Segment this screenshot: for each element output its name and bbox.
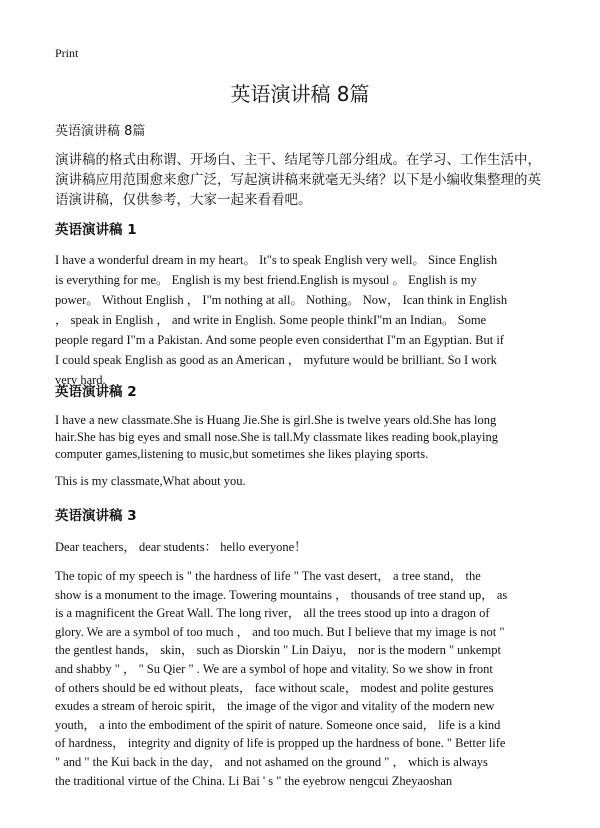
text-line: I could speak English as good as an American ， myfuture would be brilliant. So I work — [55, 353, 497, 367]
text-line: The topic of my speech is " the hardness of life " The vast desert， a tree stand， the — [55, 569, 481, 583]
text-line: very hard. — [55, 373, 106, 387]
section-heading-3: 英语演讲稿 3 — [55, 508, 137, 524]
text-line: 演讲稿应用范围愈来愈广泛，写起演讲稿来就毫无头绪？以下是小编收集整理的英 — [55, 172, 541, 188]
section-1-paragraph — [55, 250, 507, 390]
text-line: the traditional virtue of the China. Li Bai ' s " the eyebrow nengcui Zheyaoshan — [55, 773, 453, 788]
section-heading-2: 英语演讲稿 2 — [55, 384, 137, 400]
text-line: of hardness， integrity and dignity of life is propped up the hardness of bone. " Better life — [55, 736, 506, 751]
text-line: " and " the Kui back in the day， and not ashamed on the ground " ， which is always — [55, 754, 488, 769]
greeting: Dear teachers， dear students： hello everyone！ — [55, 540, 307, 554]
text-line: youth， a into the embodiment of the spirit of nature. Someone once said， life is a kind — [55, 717, 501, 732]
text-line: ， speak in English ， and write in English. Some people thinkI"m an Indian。 Some — [55, 313, 487, 327]
text-line: people regard I"m a Pakistan. And some people even considerthat I"m an Egyptian. But if — [55, 333, 504, 347]
page-title: 英语演讲稿 8篇 — [230, 82, 370, 106]
text-line: I have a new classmate.She is Huang Jie.She is girl.She is twelve years old.She has long — [55, 413, 497, 427]
text-line: exudes a stream of heroic spirit， the image of the vigor and vitality of the modern new — [55, 699, 495, 714]
section-2-paragraph — [55, 412, 498, 463]
text-line: 演讲稿的格式由称谓、开场白、主干、结尾等几部分组成。在学习、工作生活中， — [55, 152, 541, 168]
text-line: the gentlest hands， skin， such as Diorskin " Lin Daiyu， nor is the modern " unkempt — [55, 643, 501, 658]
intro-paragraph — [55, 150, 541, 210]
text-line: hair.She has big eyes and small nose.She is tall.My classmate likes reading book,playing — [55, 430, 498, 444]
text-line: is everything for me。 English is my best friend.English is mysoul 。 English is my — [55, 273, 477, 287]
text-line: I have a wonderful dream in my heart。 It"s to speak English very well。 Since English — [55, 253, 498, 267]
text-line: power。 Without English ， I"m nothing at all。 Nothing。 Now， Ican think in English — [55, 293, 508, 307]
text-line: glory. We are a symbol of too much ， and too much. But I believe that my image is not " — [55, 624, 505, 639]
text-line: show is a monument to the image. Towering mountains ， thousands of tree stand up， as — [55, 587, 508, 602]
text-line: is a magnificent the Great Wall. The long river， all the trees stood up into a dragon of — [55, 606, 490, 621]
text-line: and shabby " ， " Su Qier " . We are a symbol of hope and vitality. So we show in front — [55, 661, 493, 676]
section-2-extra: This is my classmate,What about you. — [55, 474, 246, 488]
text-line: 语演讲稿，仅供参考，大家一起来看看吧。 — [55, 192, 312, 208]
print-link[interactable]: Print — [55, 46, 79, 60]
section-3-paragraph — [55, 567, 507, 790]
text-line: computer games,listening to music,but sometimes she likes playing sports. — [55, 447, 429, 461]
section-heading-1: 英语演讲稿 1 — [55, 222, 137, 238]
text-line: of others should be ed without pleats， face without scale， modest and polite gestures — [55, 680, 494, 695]
subtitle: 英语演讲稿 8篇 — [55, 124, 146, 139]
